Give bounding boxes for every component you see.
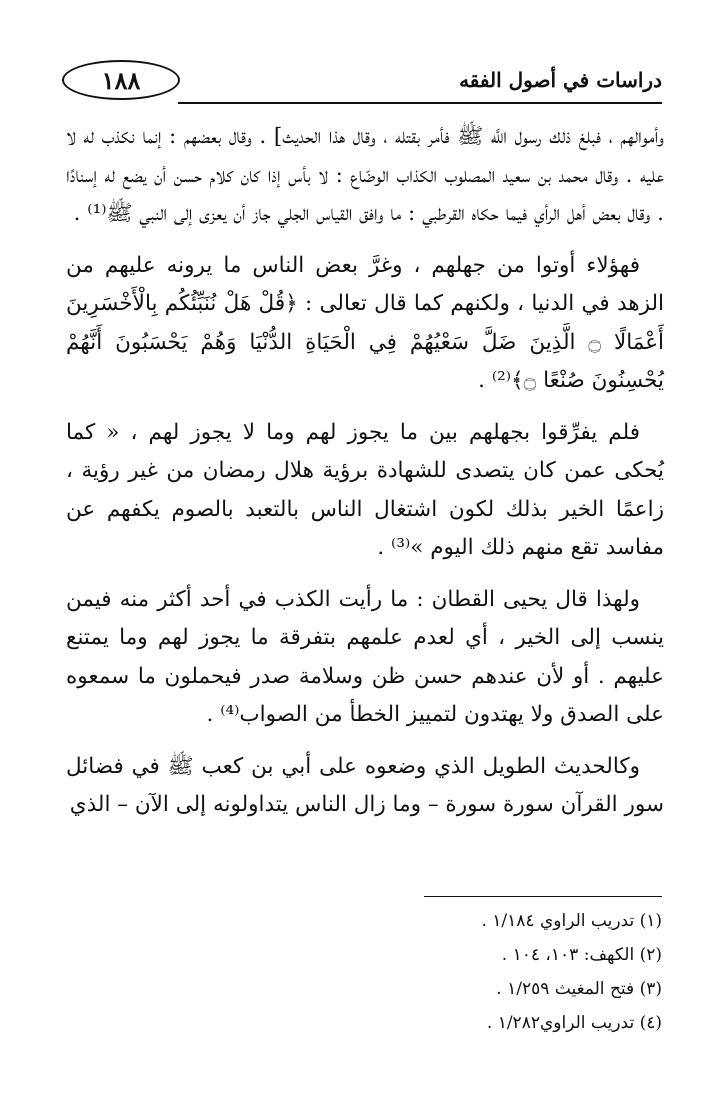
footnote-divider bbox=[424, 896, 662, 897]
book-title: دراسات في أصول الفقه bbox=[459, 68, 662, 92]
paragraph-2: فهؤلاء أوتوا من جهلهم ، وغرَّ بعض الناس ما يرونه عليهم من الزهد في الدنيا ، ولكنهم كما قال تعالى : ﴿قُلْ هَلْ نُنَبِّئُكُم بِالْأَخْسَرِينَ أَعْمَالًا ۝ الَّذِينَ ضَلَّ سَعْيُهُمْ فِي الْحَيَاةِ الدُّنْيَا وَهُمْ يَحْسَبُونَ أَنَّهُمْ يُحْسِنُونَ صُنْعًا ۝﴾⁽²⁾ . bbox=[66, 252, 664, 393]
paragraph-5: وكالحديث الطويل الذي وضعوه على أبي بن كعب ﷺ في فضائل سور القرآن سورة سورة – وما زال الناس يتداولونه إلى الآن – الذي bbox=[66, 753, 664, 817]
footnotes bbox=[100, 904, 662, 1040]
footnote-1: (١) تدريب الراوي ١/١٨٤ . bbox=[481, 911, 662, 931]
footnote-3: (٣) فتح المغيث ١/٢٥٩ . bbox=[496, 979, 662, 999]
paragraph-3: فلم يفرِّقوا بجهلهم بين ما يجوز لهم وما لا يجوز لهم ، « كما يُحكى عمن كان يتصدى للشهادة برؤية هلال رمضان من غير رؤية ، زاعمًا الخير بذلك لكون اشتغال الناس بالتعبد بالصوم يكفهم عن مفاسد تقع منهم ذلك اليوم »⁽³⁾ . bbox=[66, 419, 664, 560]
main-text bbox=[66, 118, 664, 838]
footnote-4: (٤) تدريب الراوي١/٢٨٢ . bbox=[486, 1013, 662, 1033]
header-rule bbox=[178, 102, 662, 104]
paragraph-4: ولهذا قال يحيى القطان : ما رأيت الكذب في أحد أكثر منه فيمن ينسب إلى الخير ، أي لعدم علمهم بتفرقة ما يجوز لهم وما يمتنع عليهم . أو لأن عندهم حسن ظن وسلامة صدر فيحملون ما سمعوه على الصدق ولا يهتدون لتمييز الخطأ من الصواب⁽⁴⁾ . bbox=[66, 586, 664, 727]
footnote-2: (٢) الكهف: ١٠٣، ١٠٤ . bbox=[501, 945, 662, 965]
paragraph-1: وأموالهم ، فبلغ ذلك رسول اللَّه ﷺ فأمر بقتله ، وقال هذا الحديث] . وقال بعضهم : إنما نكذب له لا عليه . وقال محمد بن سعيد المصلوب الكذاب الوضّاع : لا بأس إذا كان كلام حسن أن يضع له إسنادًا . وقال بعض أهل الرأي فيما حكاه القرطبي : ما وافق القياس الجلي جاز أن يعزى إلى النبي ﷺ⁽¹⁾ . bbox=[66, 124, 664, 226]
page-header bbox=[62, 60, 662, 104]
page-number: ١٨٨ bbox=[62, 60, 180, 100]
